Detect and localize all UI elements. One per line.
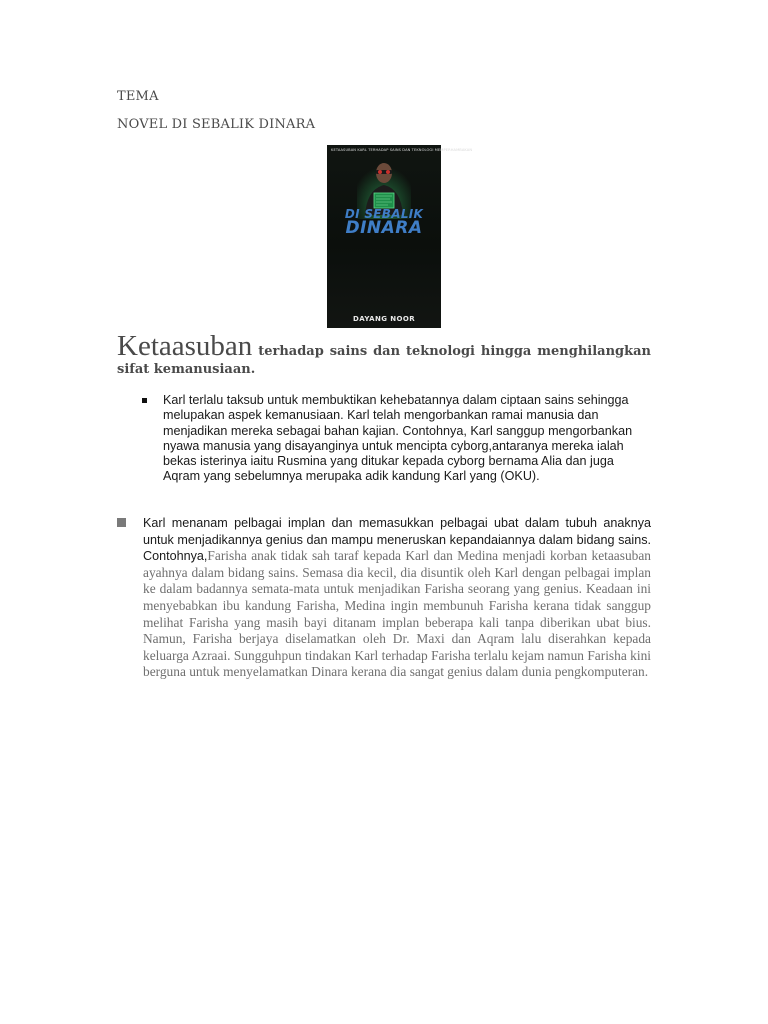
theme-keyword: Ketaasuban <box>117 330 253 362</box>
theme-word: dan <box>373 344 401 359</box>
theme-statement <box>117 328 651 379</box>
cover-author: DAYANG NOOR <box>353 315 415 323</box>
theme-line-2: sifat kemanusiaan. <box>117 362 256 377</box>
book-cover-image <box>327 145 473 328</box>
cover-title-line2: DINARA <box>345 218 423 238</box>
cover-title <box>327 207 441 238</box>
square-bullet-icon <box>142 398 147 403</box>
theme-word: menghilangkan <box>537 344 651 359</box>
square-bullet-icon <box>117 518 126 527</box>
theme-word: sains <box>329 344 368 359</box>
bullet-2-example: Farisha anak tidak sah taraf kepada Karl dan Medina menjadi korban ketaasuban ayahnya dalam bidang sains. Semasa dia kecil, dia disuntik oleh Karl dengan pelbagai implan ke dalam badannya semata-mata untuk menjadikan Farisha seorang yang genius. Keadaan ini menyebabkan ibu kandung Farisha, Medina ingin membunuh Farisha kerana tidak sanggup melihat Farisha yang masih bayi ditanam implan beberapa kali tanpa diberikan ubat bius. Namun, Farisha berjaya diselamatkan oleh Dr. Maxi dan Aqram lalu diserahkan kepada keluarga Azraai. Sungguhpun tindakan Karl terhadap Farisha terlalu kejam namun Farisha kini berguna untuk menyelamatkan Dinara kerana dia sangat genius dalam dunia pengkomputeran. <box>143 548 651 680</box>
bullet-2-intro: Karl menanam pelbagai implan dan memasukkan pelbagai ubat dalam tubuh anaknya untuk menjadikannya genius dan mampu meneruskan kepandaiannya dalam bidang sains. Contohnya, <box>143 516 651 564</box>
bullet-point-2 <box>115 515 651 681</box>
section-heading: TEMA <box>117 89 159 104</box>
bullet-point-1 <box>138 393 648 485</box>
theme-line-1 <box>117 328 651 364</box>
theme-word: teknologi <box>405 344 475 359</box>
bullet-2-text <box>143 515 651 681</box>
cover-title-line1: DI SEBALIK <box>344 207 424 221</box>
novel-title: NOVEL DI SEBALIK DINARA <box>117 117 316 132</box>
cover-tagline: KETAASUBAN KARL TERHADAP SAINS DAN TEKNOLOGI MEMPERHAMBAKAN <box>331 148 473 152</box>
theme-word: terhadap <box>258 344 324 359</box>
bullet-1-text: Karl terlalu taksub untuk membuktikan kehebatannya dalam ciptaan sains sehingga melupakan aspek kemanusiaan. Karl telah mengorbankan ramai manusia dan menjadikan mereka sebagai bahan kajian. Contohnya, Karl sanggup mengorbankan nyawa manusia yang disayanginya untuk mencipta cyborg,antaranya mereka ialah bekas isterinya iaitu Rusmina yang ditukar kepada cyborg bernama Alia dan juga Aqram yang sebelumnya merupaka adik kandung Karl yang (OKU). <box>163 393 633 484</box>
theme-word: hingga <box>480 344 532 359</box>
